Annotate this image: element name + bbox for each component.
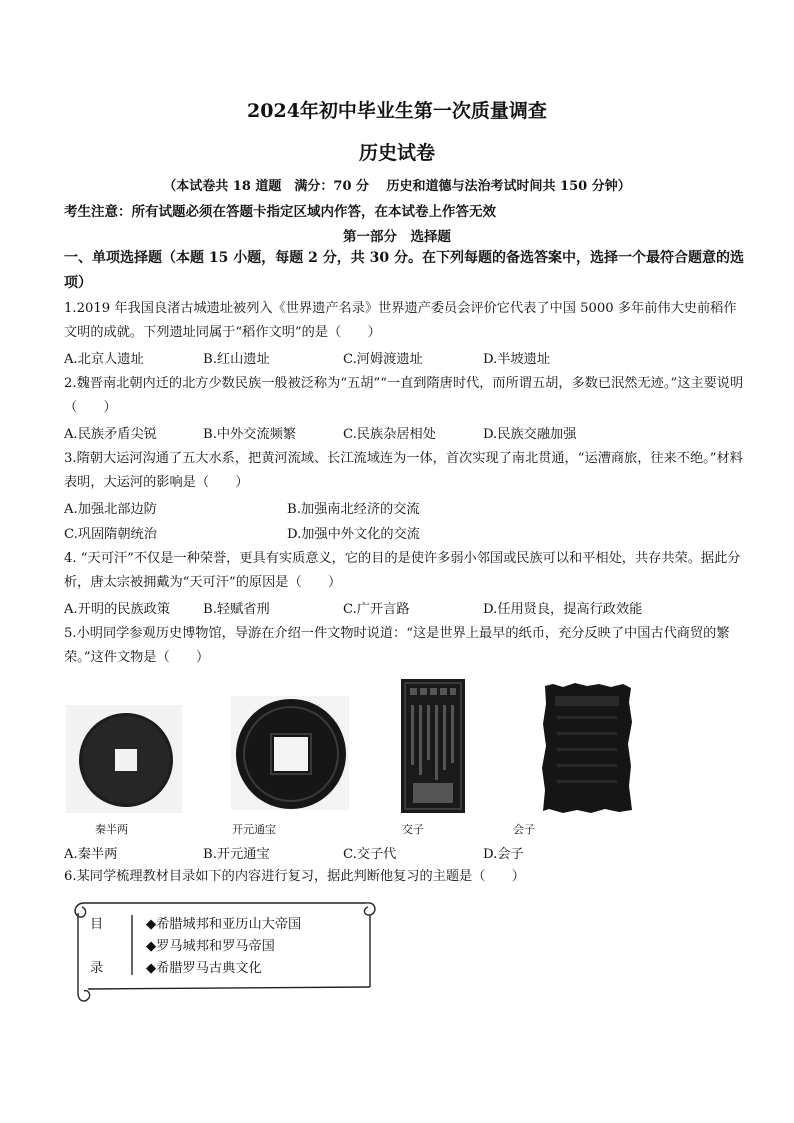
- question-5: 5.小明同学参观历史博物馆，导游在介绍一件文物时说道：“这是世界上最早的纸币，充分反映了中国古代商贸的繁荣。”这件文物是（ ）: [64, 626, 730, 665]
- scroll-item-2: ◆罗马城邦和罗马帝国: [146, 939, 275, 954]
- question-1: 1.2019 年我国良渚古城遗址被列入《世界遗产名录》世界遗产委员会评价它代表了中国 5000 多年前伟大史前稻作文明的成就。下列遗址同属于“稻作文明”的是（ ）: [64, 301, 737, 340]
- scroll-item-3: ◆希腊罗马古典文化: [146, 961, 262, 976]
- question-6: 6.某同学梳理教材目录如下的内容进行复习，据此判断他复习的主题是（ ）: [64, 869, 525, 884]
- q2-option-c: C.民族杂居相处: [343, 427, 436, 442]
- huizi-banknote-image: [541, 682, 633, 814]
- q3-option-c: C.巩固隋朝统治: [64, 527, 157, 542]
- q1-option-a: A.北京人遗址: [64, 352, 144, 367]
- question-4: 4. “天可汗”不仅是一种荣誉，更具有实质意义，它的目的是使许多弱小邻国或民族可以和平相处，共存共荣。据此分析，唐太宗被拥戴为“天可汗”的原因是（ ）: [64, 551, 741, 590]
- q2-option-a: A.民族矛盾尖锐: [64, 427, 157, 442]
- q2-option-b: B.中外交流频繁: [203, 427, 297, 442]
- q5-option-a: A.秦半两: [64, 847, 118, 862]
- caption-jiaozi: 交子: [402, 823, 424, 836]
- scroll-label-bottom: 录: [90, 961, 104, 976]
- caption-qin-banliang: 秦半两: [95, 823, 128, 836]
- part-heading: 第一部分 选择题: [343, 229, 451, 245]
- exam-info: （本试卷共 18 道题 满分：70 分 历史和道德与法治考试时间共 150 分钟）: [163, 179, 631, 194]
- q3-option-d: D.加强中外文化的交流: [287, 527, 420, 542]
- q1-option-b: B.红山遗址: [203, 352, 270, 367]
- exam-subject: 历史试卷: [358, 142, 435, 164]
- q3-option-b: B.加强南北经济的交流: [287, 502, 420, 517]
- exam-notice: 考生注意：所有试题必须在答题卡指定区域内作答，在本试卷上作答无效: [64, 204, 496, 220]
- q3-option-a: A.加强北部边防: [64, 502, 157, 517]
- jiaozi-banknote-image: [401, 679, 465, 813]
- scroll-item-1: ◆希腊城邦和亚历山大帝国: [146, 917, 302, 932]
- q4-option-a: A.开明的民族政策: [64, 602, 171, 617]
- scroll-label-top: 目: [90, 917, 104, 932]
- q4-option-c: C.广开言路: [343, 602, 410, 617]
- q1-option-c: C.河姆渡遗址: [343, 352, 423, 367]
- exam-title: 2024年初中毕业生第一次质量调查: [247, 100, 547, 122]
- q1-option-d: D.半坡遗址: [483, 352, 551, 367]
- q2-option-d: D.民族交融加强: [483, 427, 577, 442]
- q4-option-b: B.轻赋省刑: [203, 602, 270, 617]
- caption-huizi: 会子: [513, 823, 535, 836]
- q4-option-d: D.任用贤良，提高行政效能: [483, 602, 643, 617]
- q5-option-c: C.交子代: [343, 847, 397, 862]
- question-2: 2.魏晋南北朝内迁的北方少数民族一般被泛称为“五胡”“一直到隋唐时代，而所谓五胡，多数已泯然无迹。”这主要说明（ ）: [64, 376, 744, 415]
- q5-option-b: B.开元通宝: [203, 847, 270, 862]
- caption-kaiyuan-tongbao: 开元通宝: [232, 823, 276, 836]
- qin-banliang-coin-image: [66, 705, 182, 813]
- kaiyuan-tongbao-coin-image: [231, 696, 349, 810]
- section-heading: 一、单项选择题（本题 15 小题，每题 2 分，共 30 分。在下列每题的备选答案中，选择一个最符合题意的选项）: [64, 250, 744, 291]
- question-3: 3.隋朝大运河沟通了五大水系，把黄河流域、长江流域连为一体，首次实现了南北贯通，“运漕商旅，往来不绝。”材料表明，大运河的影响是（ ）: [64, 451, 743, 490]
- q5-option-d: D.会子: [483, 847, 524, 862]
